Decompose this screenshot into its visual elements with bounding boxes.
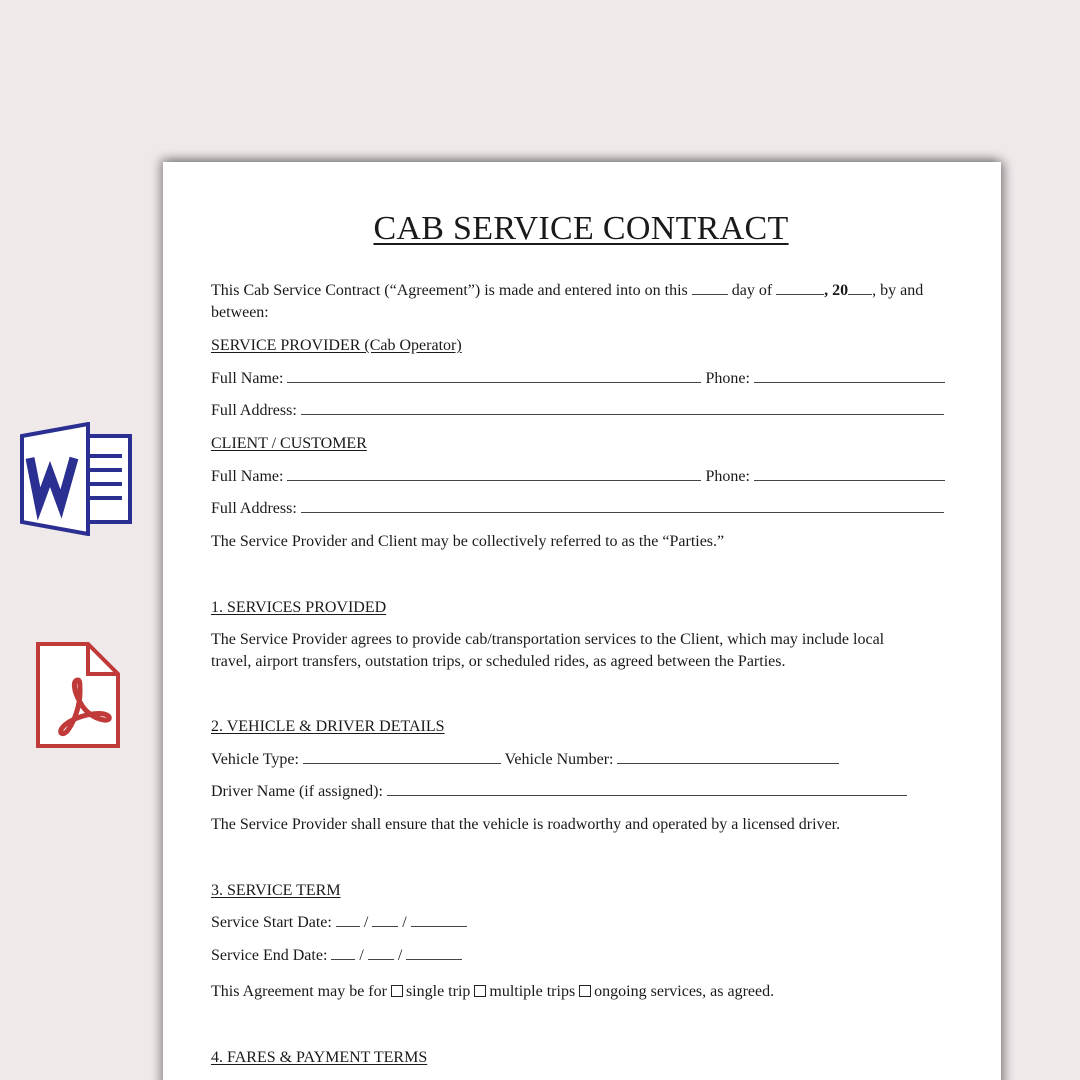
section1-line2: travel, airport transfers, outstation trips, or scheduled rides, as agreed between the Parties. — [211, 653, 786, 670]
vehicle-type-field[interactable] — [303, 749, 501, 764]
end-day-field[interactable] — [368, 945, 394, 960]
single-trip-checkbox[interactable] — [391, 985, 403, 997]
start-date-label: Service Start Date: — [211, 914, 332, 931]
end-year-field[interactable] — [406, 945, 462, 960]
provider-address-field[interactable] — [301, 400, 944, 415]
section2-heading: 2. VEHICLE & DRIVER DETAILS — [211, 718, 445, 735]
intro-text-4: , by and — [872, 282, 924, 299]
month-blank[interactable] — [776, 280, 824, 295]
vehicle-number-label: Vehicle Number: — [504, 751, 614, 768]
section1-heading: 1. SERVICES PROVIDED — [211, 599, 387, 616]
provider-phone-field[interactable] — [754, 368, 945, 383]
client-address-row — [211, 498, 944, 520]
provider-address-row — [211, 400, 944, 422]
client-phone-field[interactable] — [754, 466, 945, 481]
start-day-field[interactable] — [372, 912, 398, 927]
end-date-row: Service End Date: / / — [211, 945, 462, 967]
end-month-field[interactable] — [331, 945, 355, 960]
end-date-label: Service End Date: — [211, 947, 328, 964]
single-trip-label: single trip — [405, 983, 471, 1000]
vehicle-number-field[interactable] — [617, 749, 839, 764]
client-address-field[interactable] — [301, 498, 944, 513]
start-date-row: Service Start Date: / / — [211, 912, 467, 934]
vehicle-type-label: Vehicle Type: — [211, 751, 299, 768]
section4-heading: 4. FARES & PAYMENT TERMS — [211, 1049, 428, 1066]
provider-name-row — [211, 368, 945, 390]
client-name-label: Full Name: — [211, 468, 284, 485]
year-blank[interactable] — [848, 280, 872, 295]
intro-line — [211, 280, 923, 302]
ongoing-services-checkbox[interactable] — [579, 985, 591, 997]
driver-name-label: Driver Name (if assigned): — [211, 783, 383, 800]
term-options-row — [211, 981, 774, 1003]
term-options-prefix: This Agreement may be for — [211, 983, 387, 1000]
document-page — [163, 162, 1001, 1080]
day-blank[interactable] — [692, 280, 728, 295]
section3-heading: 3. SERVICE TERM — [211, 882, 341, 899]
start-month-field[interactable] — [336, 912, 360, 927]
document-title: CAB SERVICE CONTRACT — [373, 210, 789, 247]
start-year-field[interactable] — [411, 912, 467, 927]
client-heading: CLIENT / CUSTOMER — [211, 435, 367, 452]
provider-phone-label: Phone: — [705, 370, 750, 387]
ongoing-services-label: ongoing services, as agreed. — [594, 983, 775, 1000]
client-phone-label: Phone: — [705, 468, 750, 485]
intro-text-5: between: — [211, 304, 269, 321]
client-name-row — [211, 466, 945, 488]
vehicle-row — [211, 749, 839, 771]
multiple-trips-label: multiple trips — [489, 983, 576, 1000]
intro-text-2: day of — [731, 282, 773, 299]
provider-address-label: Full Address: — [211, 402, 297, 419]
provider-heading: SERVICE PROVIDER (Cab Operator) — [211, 337, 462, 354]
multiple-trips-checkbox[interactable] — [474, 985, 486, 997]
parties-text: The Service Provider and Client may be collectively referred to as the “Parties.” — [211, 533, 725, 550]
section1-line1: The Service Provider agrees to provide cab/transportation services to the Client, which may include local — [211, 631, 885, 648]
provider-name-field[interactable] — [287, 368, 701, 383]
provider-name-label: Full Name: — [211, 370, 284, 387]
section2-text: The Service Provider shall ensure that the vehicle is roadworthy and operated by a licensed driver. — [211, 816, 841, 833]
word-document-icon — [18, 422, 134, 536]
intro-year-prefix: , 20 — [824, 282, 849, 299]
intro-text-1: This Cab Service Contract (“Agreement”) is made and entered into on this — [211, 282, 688, 299]
driver-name-field[interactable] — [387, 781, 907, 796]
client-name-field[interactable] — [287, 466, 701, 481]
pdf-document-icon — [34, 640, 122, 750]
client-address-label: Full Address: — [211, 500, 297, 517]
driver-row — [211, 781, 907, 803]
